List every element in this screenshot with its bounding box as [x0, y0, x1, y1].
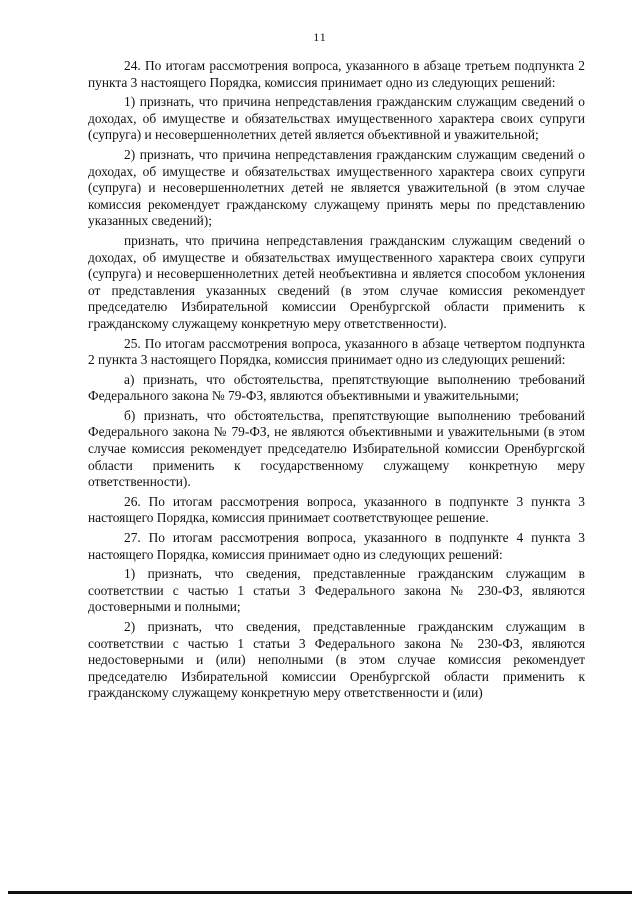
paragraph-24-item-3: признать, что причина непредставления гражданским служащим сведений о доходах, об имуществе и обязательствах имущественного характера своих супруги (супруга) и несовершеннолетних детей необъективна и является способом уклонения от представления указанных сведений (в этом случае комиссия рекомендует председателю Избирательной комиссии Оренбургской области применить к гражданскому служащему конкретную меру ответственности).	[88, 232, 585, 331]
paragraph-24-item-2: 2) признать, что причина непредставления гражданским служащим сведений о доходах, об имуществе и обязательствах имущественного характера своих супруги (супруга) и несовершеннолетних детей не является уважительной (в этом случае комиссия рекомендует гражданскому служащему принять меры по представлению указанных сведений);	[88, 146, 585, 229]
paragraph-25-item-a: а) признать, что обстоятельства, препятствующие выполнению требований Федерального закона № 79-ФЗ, являются объективными и уважительными;	[88, 371, 585, 404]
paragraph-27-item-1: 1) признать, что сведения, представленные гражданским служащим в соответствии с частью 1 статьи 3 Федерального закона № 230-ФЗ, являются достоверными и полными;	[88, 566, 585, 615]
paragraph-24: 24. По итогам рассмотрения вопроса, указанного в абзаце третьем подпункта 2 пункта 3 настоящего Порядка, комиссия принимает одно из следующих решений:	[88, 58, 585, 90]
paragraph-25-item-b: б) признать, что обстоятельства, препятствующие выполнению требований Федерального закона № 79-ФЗ, не являются объективными и уважительными (в этом случае комиссия рекомендует председателю Избирательной комиссии Оренбургской области применить к государственному служащему конкретную меру ответственности).	[88, 407, 585, 490]
paragraph-26: 26. По итогам рассмотрения вопроса, указанного в подпункте 3 пункта 3 настоящего Порядка, комиссия принимает соответствующее решение.	[88, 493, 585, 526]
paragraph-27: 27. По итогам рассмотрения вопроса, указанного в подпункте 4 пункта 3 настоящего Порядка, комиссия принимает одно из следующих решений:	[88, 530, 585, 562]
paragraph-24-item-1: 1) признать, что причина непредставления гражданским служащим сведений о доходах, об имуществе и обязательствах имущественного характера своих супруги (супруга) и несовершеннолетних детей является объективной и уважительной;	[88, 94, 585, 143]
page-number: 11	[313, 30, 327, 44]
page-bottom-border	[8, 891, 632, 894]
document-body	[88, 58, 585, 705]
paragraph-27-item-2: 2) признать, что сведения, представленные гражданским служащим в соответствии с частью 1 статьи 3 Федерального закона № 230-ФЗ, являются недостоверными и (или) неполными (в этом случае комиссия рекомендует председателю Избирательной комиссии Оренбургской области применить к гражданскому служащему конкретную меру ответственности и (или)	[88, 619, 585, 701]
paragraph-25: 25. По итогам рассмотрения вопроса, указанного в абзаце четвертом подпункта 2 пункта 3 настоящего Порядка, комиссия принимает одно из следующих решений:	[88, 335, 585, 368]
